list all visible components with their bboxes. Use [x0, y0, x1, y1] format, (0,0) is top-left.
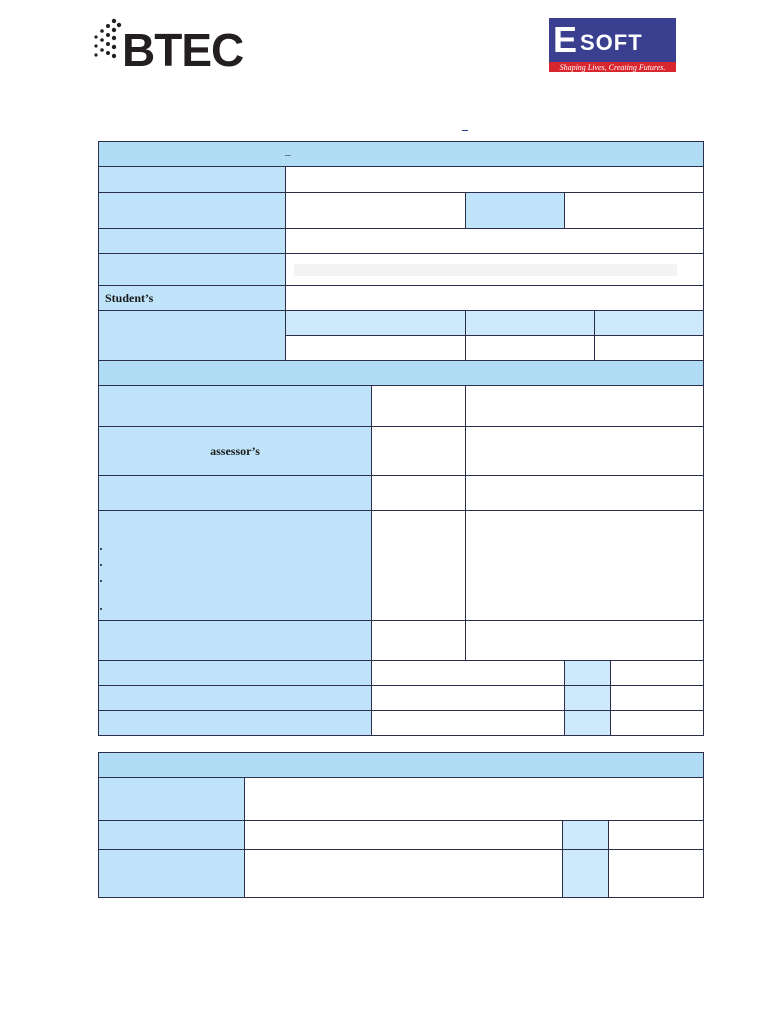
row-label: [99, 311, 286, 361]
row-label: [99, 167, 286, 193]
assessors-label-text: assessor’s: [210, 443, 260, 458]
date-field[interactable]: [611, 711, 704, 736]
section-header-row: [99, 753, 704, 778]
signature-field[interactable]: [245, 850, 563, 898]
date-label: [565, 711, 611, 736]
date-label: [563, 821, 609, 850]
checklist-comment[interactable]: [466, 621, 704, 661]
students-value-field[interactable]: [286, 286, 704, 311]
checklist-comment[interactable]: [466, 386, 704, 427]
assessors-label: [99, 427, 372, 476]
students-label: [99, 286, 286, 311]
list-item: [111, 541, 365, 557]
shaded-strip: [294, 264, 677, 276]
checklist-answer[interactable]: [372, 386, 466, 427]
date-label: [565, 661, 611, 686]
signature-field[interactable]: [372, 686, 565, 711]
sub-value-field[interactable]: [595, 336, 704, 361]
row-value-field[interactable]: [286, 193, 466, 229]
signature-label: [99, 850, 245, 898]
bullet-list: [105, 541, 365, 617]
signature-field[interactable]: [372, 661, 565, 686]
list-item: [111, 573, 365, 589]
btec-logo: [92, 18, 250, 70]
row-label: [99, 193, 286, 229]
sub-value-field[interactable]: [286, 336, 466, 361]
btec-logo-text: BTEC: [122, 24, 244, 70]
date-field[interactable]: [611, 661, 704, 686]
row-sublabel: [466, 193, 565, 229]
row-label: [99, 778, 245, 821]
sub-header-cell: [595, 311, 704, 336]
date-label: [565, 686, 611, 711]
checklist-answer[interactable]: [372, 476, 466, 511]
date-field[interactable]: [609, 850, 704, 898]
checklist-bullets-cell: [99, 511, 372, 621]
checklist-comment[interactable]: [466, 511, 704, 621]
underscore-mark: _: [462, 118, 468, 132]
signature-field[interactable]: [245, 821, 563, 850]
title-dash: –: [285, 148, 291, 161]
sub-header-cell: [466, 311, 595, 336]
sub-value-field[interactable]: [466, 336, 595, 361]
esoft-logo: [549, 18, 676, 72]
esoft-logo-text: SOFT: [580, 30, 643, 55]
esoft-tagline: Shaping Lives, Creating Futures.: [559, 63, 666, 72]
list-item: [111, 557, 365, 573]
row-value-field[interactable]: [286, 254, 704, 286]
signature-field[interactable]: [372, 711, 565, 736]
checklist-comment[interactable]: [466, 476, 704, 511]
checklist-label: [99, 386, 372, 427]
esoft-logo-initial: E: [553, 19, 578, 60]
checklist-answer[interactable]: [372, 621, 466, 661]
checklist-label: [99, 476, 372, 511]
row-value-field[interactable]: [565, 193, 704, 229]
sub-header-cell: [286, 311, 466, 336]
students-label-text: Student’s: [105, 290, 154, 305]
checklist-comment[interactable]: [466, 427, 704, 476]
checklist-label: [99, 621, 372, 661]
row-label: [99, 229, 286, 254]
date-label: [563, 850, 609, 898]
internal-verification-table: [98, 752, 704, 898]
checklist-answer[interactable]: [372, 427, 466, 476]
row-value-field[interactable]: [245, 778, 704, 821]
signature-label: [99, 661, 372, 686]
row-label: [99, 254, 286, 286]
date-field[interactable]: [611, 686, 704, 711]
row-value-field[interactable]: [286, 167, 704, 193]
signature-label: [99, 711, 372, 736]
signature-label: [99, 821, 245, 850]
date-field[interactable]: [609, 821, 704, 850]
table-title-row: [99, 142, 704, 167]
signature-label: [99, 686, 372, 711]
checklist-answer[interactable]: [372, 511, 466, 621]
row-value-field[interactable]: [286, 229, 704, 254]
list-item: [111, 601, 365, 617]
section-header-row: [99, 361, 704, 386]
assignment-cover-table: [98, 141, 704, 736]
